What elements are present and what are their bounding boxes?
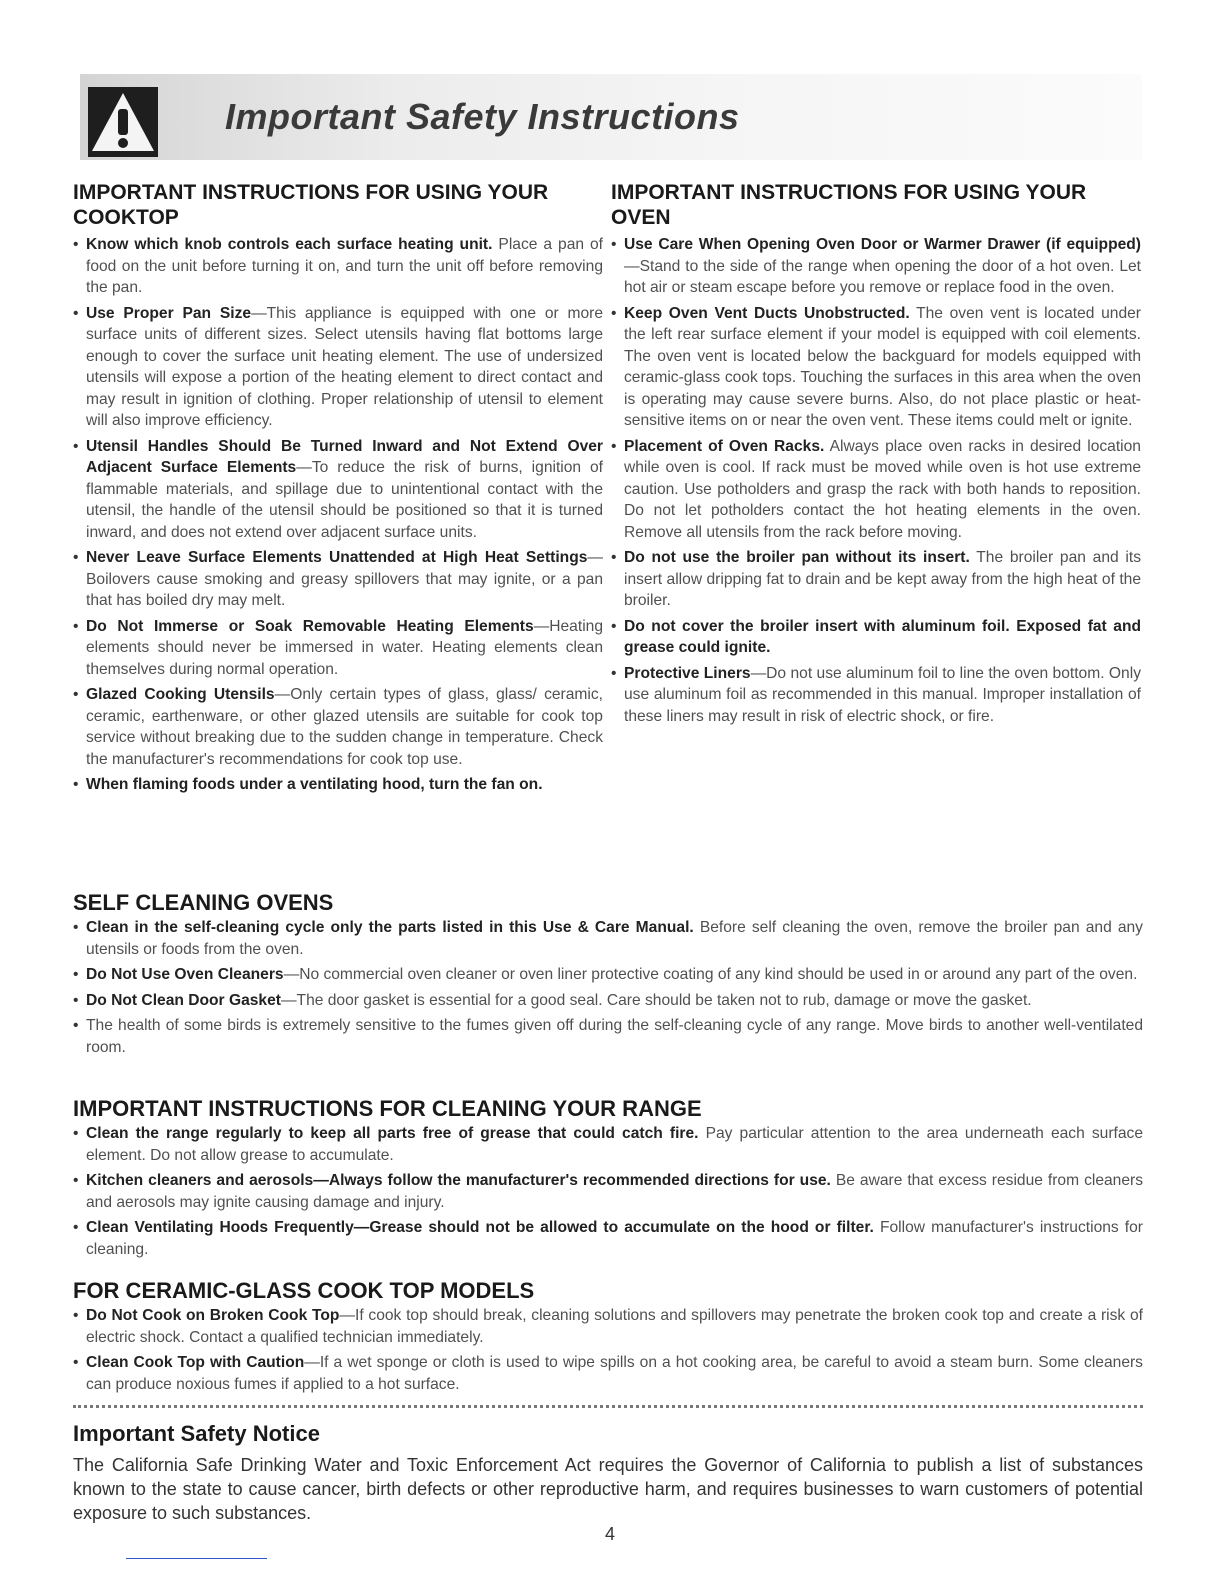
bullet-icon: • xyxy=(73,919,79,936)
item-text: Follow manufacturer's instructions for cleaning. xyxy=(86,1219,1143,1258)
cooktop-heading: IMPORTANT INSTRUCTIONS FOR USING YOUR COOKTOP xyxy=(73,181,549,229)
item-lead: Clean Cook Top with Caution xyxy=(86,1354,305,1371)
list-item xyxy=(611,303,1141,432)
ceramic-section xyxy=(73,1278,1143,1399)
item-lead: Keep Oven Vent Ducts Unobstructed. xyxy=(624,304,910,322)
page-title: Important Safety Instructions xyxy=(225,96,740,137)
item-lead: Clean the range regularly to keep all parts free of grease that could catch fire. xyxy=(86,1125,699,1142)
bullet-icon: • xyxy=(611,664,617,682)
page-number: 4 xyxy=(605,1524,616,1544)
warning-icon xyxy=(88,87,158,157)
bullet-icon: • xyxy=(73,617,79,635)
oven-section xyxy=(611,180,1141,731)
cooktop-section xyxy=(73,180,603,800)
bullet-icon: • xyxy=(611,549,617,566)
cleaning-list xyxy=(73,1123,1143,1260)
item-text: Before self cleaning the oven, remove the broiler pan and any utensils or foods from the oven. xyxy=(86,919,1143,958)
item-text: The health of some birds is extremely sensitive to the fumes given off during the self-cleaning cycle of any range. Move birds to another well-ventilated room. xyxy=(86,1017,1143,1056)
list-item xyxy=(73,1123,1143,1166)
item-text: —Only certain types of glass, glass/ ceramic, ceramic, earthenware, or other glazed utensils are suitable for cook top service without breaking due to the sudden change in temperature. Check the manufacturer's recommendations for cook top use. xyxy=(86,686,604,768)
item-lead: When flaming foods under a ventilating hood, turn the fan on. xyxy=(86,776,543,793)
ceramic-list xyxy=(73,1305,1143,1395)
self-cleaning-list xyxy=(73,917,1143,1058)
list-item xyxy=(73,990,1143,1012)
item-lead: Do Not Use Oven Cleaners xyxy=(86,966,284,983)
item-text: The oven vent is located under the left rear surface element if your model is equipped with coil elements. The oven vent is located below the backguard for models equipped with ceramic-glass cook tops. Touching the surfaces in this area when the oven is operating may cause severe burns. Also, do not place plastic or heat-sensitive items on or near the oven vent. These items could melt or ignite. xyxy=(624,304,1141,429)
item-lead: Do not cover the broiler insert with aluminum foil. Exposed fat and grease could ignite. xyxy=(624,617,1141,656)
notice-heading: Important Safety Notice xyxy=(73,1421,320,1446)
item-lead: Do not use the broiler pan without its insert. xyxy=(624,549,970,566)
list-item xyxy=(73,964,1143,986)
notice-body: The California Safe Drinking Water and Toxic Enforcement Act requires the Governor of California to publish a list of substances known to the state to cause cancer, birth defects or other reproductive harm, and requires businesses to warn customers of potential exposure to such substances. xyxy=(73,1455,1143,1523)
ceramic-heading: FOR CERAMIC-GLASS COOK TOP MODELS xyxy=(73,1278,535,1303)
item-lead: Placement of Oven Racks. xyxy=(624,437,825,455)
bullet-icon: • xyxy=(73,437,79,455)
item-lead: Never Leave Surface Elements Unattended at High Heat Settings xyxy=(86,549,588,566)
bullet-icon: • xyxy=(611,236,617,253)
list-item xyxy=(611,663,1141,728)
item-text: Pay particular attention to the area underneath each surface element. Do not allow grease to accumulate. xyxy=(86,1125,1143,1164)
dotted-divider xyxy=(73,1405,1143,1408)
item-text: —Stand to the side of the range when opening the door of a hot oven. Let hot air or steam escape before you remove or replace food in the oven. xyxy=(624,257,1141,296)
item-lead: Clean in the self-cleaning cycle only the parts listed in this Use & Care Manual. xyxy=(86,919,694,936)
bullet-icon: • xyxy=(73,236,79,253)
bullet-icon: • xyxy=(73,966,79,983)
item-lead: Do Not Immerse or Soak Removable Heating Elements xyxy=(86,617,534,635)
cleaning-section xyxy=(73,1096,1143,1264)
oven-list xyxy=(611,234,1141,727)
self-cleaning-heading: SELF CLEANING OVENS xyxy=(73,890,334,915)
list-item xyxy=(73,684,603,770)
footer-rule xyxy=(126,1558,267,1559)
item-text: —Do not use aluminum foil to line the oven bottom. Only use aluminum foil as recommended in this manual. Improper installation of these liners may result in risk of electric shock, or fire. xyxy=(624,664,1141,725)
item-text: —To reduce the risk of burns, ignition of flammable materials, and spillage due to unintentional contact with the utensil, the handle of the utensil should be positioned so that it is turned inward, and does not extend over adjacent surface units. xyxy=(86,459,604,541)
item-text: The broiler pan and its insert allow dripping fat to drain and be kept away from the high heat of the broiler. xyxy=(624,549,1141,609)
item-lead: Do Not Cook on Broken Cook Top xyxy=(86,1307,340,1324)
list-item xyxy=(611,547,1141,612)
list-item xyxy=(73,917,1143,960)
self-cleaning-section xyxy=(73,890,1143,1062)
item-lead: Clean Ventilating Hoods Frequently—Grease should not be allowed to accumulate on the hood or filter. xyxy=(86,1219,874,1236)
bullet-icon: • xyxy=(611,304,617,322)
item-lead: Know which knob controls each surface heating unit. xyxy=(86,236,493,253)
bullet-icon: • xyxy=(73,1125,79,1142)
bullet-icon: • xyxy=(611,437,617,455)
item-text: —If a wet sponge or cloth is used to wipe spills on a hot cooking area, be careful to avoid a steam burn. Some cleaners can produce noxious fumes if applied to a hot surface. xyxy=(86,1354,1143,1393)
list-item xyxy=(73,1217,1143,1260)
item-text: Be aware that excess residue from cleaners and aerosols may ignite causing damage and injury. xyxy=(86,1172,1144,1211)
list-item xyxy=(73,547,603,612)
warning-triangle-icon xyxy=(88,87,158,157)
list-item xyxy=(611,616,1141,659)
item-lead: Glazed Cooking Utensils xyxy=(86,686,275,703)
bullet-icon: • xyxy=(73,776,79,793)
item-text: —Heating elements should never be immersed in water. Heating elements clean themselves during normal operation. xyxy=(86,617,603,678)
item-text: —The door gasket is essential for a good seal. Care should be taken not to rub, damage or move the gasket. xyxy=(280,991,1032,1009)
item-lead: Use Proper Pan Size xyxy=(86,304,252,322)
list-item xyxy=(73,1015,1143,1058)
item-text: —Boilovers cause smoking and greasy spillovers that may ignite, or a pan that has boiled dry may melt. xyxy=(86,549,603,609)
cooktop-list xyxy=(73,234,603,796)
list-item xyxy=(73,774,603,796)
bullet-icon: • xyxy=(73,549,79,566)
item-lead: Do Not Clean Door Gasket xyxy=(86,991,281,1009)
bullet-icon: • xyxy=(73,1219,79,1236)
bullet-icon: • xyxy=(73,1017,79,1034)
oven-heading: IMPORTANT INSTRUCTIONS FOR USING YOUR OVEN xyxy=(611,181,1087,229)
item-text: —This appliance is equipped with one or more surface units of different sizes. Select utensils having flat bottoms large enough to cover the surface unit heating element. The use of undersized utensils will expose a portion of the heating element to direct contact and may result in ignition of clothing. Proper relationship of utensil to element will also improve efficiency. xyxy=(86,304,604,429)
list-item xyxy=(73,1170,1143,1213)
bullet-icon: • xyxy=(73,991,79,1009)
item-text: Always place oven racks in desired location while oven is cool. If rack must be moved while oven is hot use extreme caution. Use potholders and grasp the rack with both hands to reposition. Do not let potholders contact the hot heating elements in the oven. Remove all utensils from the rack before moving. xyxy=(624,437,1141,541)
list-item xyxy=(611,436,1141,544)
list-item xyxy=(73,436,603,544)
bullet-icon: • xyxy=(73,1172,79,1189)
bullet-icon: • xyxy=(73,1354,79,1371)
list-item xyxy=(73,1305,1143,1348)
bullet-icon: • xyxy=(73,304,79,322)
list-item xyxy=(611,234,1141,299)
bullet-icon: • xyxy=(73,686,79,703)
item-text: Place a pan of food on the unit before turning it on, and turn the unit off before removing the pan. xyxy=(86,236,603,296)
item-lead: Kitchen cleaners and aerosols—Always follow the manufacturer's recommended directions for use. xyxy=(86,1172,831,1189)
item-text: —If cook top should break, cleaning solutions and spillovers may penetrate the broken cook top and create a risk of electric shock. Contact a qualified technician immediately. xyxy=(86,1307,1143,1346)
cleaning-heading: IMPORTANT INSTRUCTIONS FOR CLEANING YOUR RANGE xyxy=(73,1096,702,1121)
list-item xyxy=(73,616,603,681)
item-lead: Protective Liners xyxy=(624,664,751,682)
item-lead: Use Care When Opening Oven Door or Warmer Drawer (if equipped) xyxy=(624,236,1141,253)
list-item xyxy=(73,234,603,299)
list-item xyxy=(73,303,603,432)
item-text: —No commercial oven cleaner or oven liner protective coating of any kind should be used in or around any part of the oven. xyxy=(283,966,1138,983)
list-item xyxy=(73,1352,1143,1395)
two-column-section xyxy=(0,180,1224,880)
item-lead: Utensil Handles Should Be Turned Inward and Not Extend Over Adjacent Surface Elements xyxy=(86,437,603,476)
bullet-icon: • xyxy=(611,617,617,635)
bullet-icon: • xyxy=(73,1307,79,1324)
